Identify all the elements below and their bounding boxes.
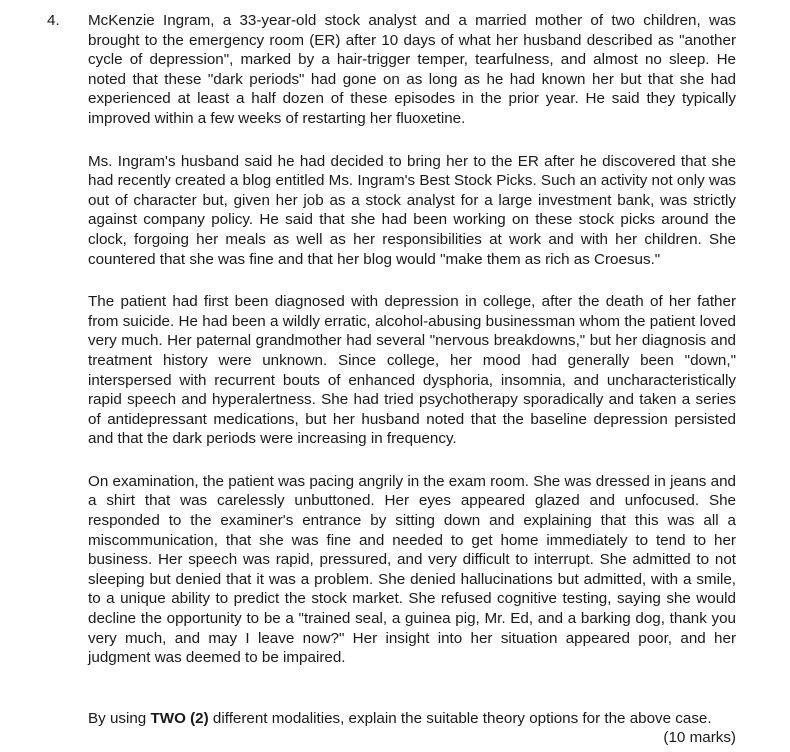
instruction-rest: different modalities, explain the suitable theory options for the above case. xyxy=(208,709,712,727)
instruction-lead: By using xyxy=(88,709,151,727)
instruction-emphasis: TWO (2) xyxy=(150,709,209,727)
question-body xyxy=(88,11,736,748)
case-paragraph-1: McKenzie Ingram, a 33-year-old stock analyst and a married mother of two children, was brought to the emergency room (ER) after 10 days of what her husband described as "another cycle of depression", marked by a hair-trigger temper, tearfulness, and almost no sleep. He noted that these "dark periods" had gone on as long as he had known her but that she had experienced at least a half dozen of these episodes in the prior year. He said they typically improved within a few weeks of restarting her fluoxetine. xyxy=(88,12,736,127)
marks-allocation: (10 marks) xyxy=(663,729,736,747)
case-paragraph-2: Ms. Ingram's husband said he had decided to bring her to the ER after he discovered that she had recently created a blog entitled Ms. Ingram's Best Stock Picks. Such an activity not only was out of character but, given her job as a stock analyst for a large investment bank, was strictly against company policy. He said that she had been working on these stock picks around the clock, forgoing her meals as well as her responsibilities at work and with her children. She countered that she was fine and that her blog would "make them as rich as Croesus." xyxy=(88,152,736,268)
task-instruction xyxy=(88,709,736,747)
case-paragraph-3: The patient had first been diagnosed with depression in college, after the death of her father from suicide. He had been a wildly erratic, alcohol-abusing businessman whom the patient loved very much. Her paternal grandmother had several "nervous breakdowns," but her diagnosis and treatment history were unknown. Since college, her mood had generally been "down," interspersed with recurrent bouts of enhanced dysphoria, insomnia, and uncharacteristically rapid speech and hyperalertness. She had tried psychotherapy sporadically and taken a series of antidepressant medications, but her husband noted that the baseline depression persisted and that the dark periods were increasing in frequency. xyxy=(88,293,736,448)
case-paragraph-4: On examination, the patient was pacing angrily in the exam room. She was dressed in jeans and a shirt that was carelessly unbuttoned. Her eyes appeared glazed and unfocused. She responded to the examiner's entrance by sitting down and explaining that this was all a miscommunication, that she was fine and needed to get home immediately to tend to her business. Her speech was rapid, pressured, and very difficult to interrupt. She admitted to not sleeping but denied that it was a problem. She denied hallucinations but admitted, with a smile, to a unique ability to predict the stock market. She refused cognitive testing, saying she would decline the opportunity to be a "trained seal, a guinea pig, Mr. Ed, and a barking dog, thank you very much, and may I leave now?" Her insight into her situation appeared poor, and her judgment was deemed to be impaired. xyxy=(88,472,736,667)
question-number: 4. xyxy=(47,12,60,29)
